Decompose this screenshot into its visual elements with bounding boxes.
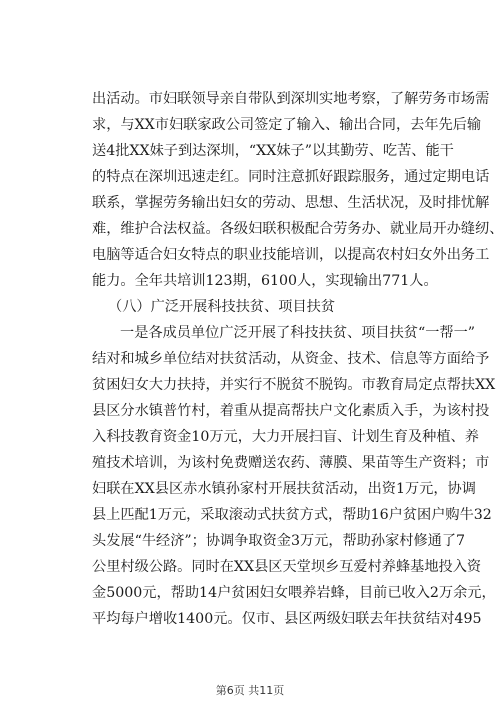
text-line: 平均每户增收1400元。仅市、县区两级妇联去年扶贫结对495 [92,611,482,627]
text-line: 结对和城乡单位结对扶贫活动，从资金、技术、信息等方面给予 [92,351,490,367]
text-line: 金5000元，帮助14户贫困妇女喂养岩蜂，目前已收入2万余元， [92,585,496,601]
text-line: 送4批XX妹子到达深圳，“XX妹子”以其勤劳、吃苦、能干 [92,143,454,159]
text-line: 妇联在XX县区赤水镇孙家村开展扶贫活动，出资1万元，协调 [92,481,476,497]
text-line: 公里村级公路。同时在XX县区天堂坝乡互爱村养蜂基地投入资 [92,559,482,575]
section-heading: （八）广泛开展科技扶贫、项目扶贫 [108,299,336,315]
text-line: 县上匹配1万元，采取滚动式扶贫方式，帮助16户贫困户购牛32 [92,507,492,523]
text-line: 出活动。市妇联领导亲自带队到深圳实地考察，了解劳务市场需 [92,91,490,107]
text-line: 联系，掌握劳务输出妇女的劳动、思想、生活状况，及时排忧解 [92,195,490,211]
page-number: 第6页 共11页 [215,684,285,697]
text-line: 殖技术培训，为该村免费赠送农药、薄膜、果苗等生产资料；市 [92,455,490,471]
body-text [92,86,503,632]
text-line: 县区分水镇普竹村，着重从提高帮扶户文化素质入手，为该村投 [92,403,490,419]
text-line: 头发展“牛经济”；协调争取资金3万元，帮助孙家村修通了7 [92,533,466,549]
text-line: 一是各成员单位广泛开展了科技扶贫、项目扶贫“一帮一” [120,325,476,341]
page-footer [0,682,500,698]
text-line: 入科技教育资金10万元，大力开展扫盲、计划生育及种植、养 [92,429,479,445]
text-line: 难，维护合法权益。各级妇联积极配合劳务办、就业局开办缝纫、 [92,221,503,237]
text-line: 能力。全年共培训123期，6100人，实现输出771人。 [92,273,438,289]
text-line: 贫困妇女大力扶持，并实行不脱贫不脱钩。市教育局定点帮扶XX [92,377,496,393]
text-line: 电脑等适合妇女特点的职业技能培训，以提高农村妇女外出务工 [92,247,490,263]
text-line: 求，与XX市妇联家政公司签定了输入、输出合同，去年先后输 [92,117,482,133]
text-line: 的特点在深圳迅速走红。同时注意抓好跟踪服务，通过定期电话 [92,169,490,185]
